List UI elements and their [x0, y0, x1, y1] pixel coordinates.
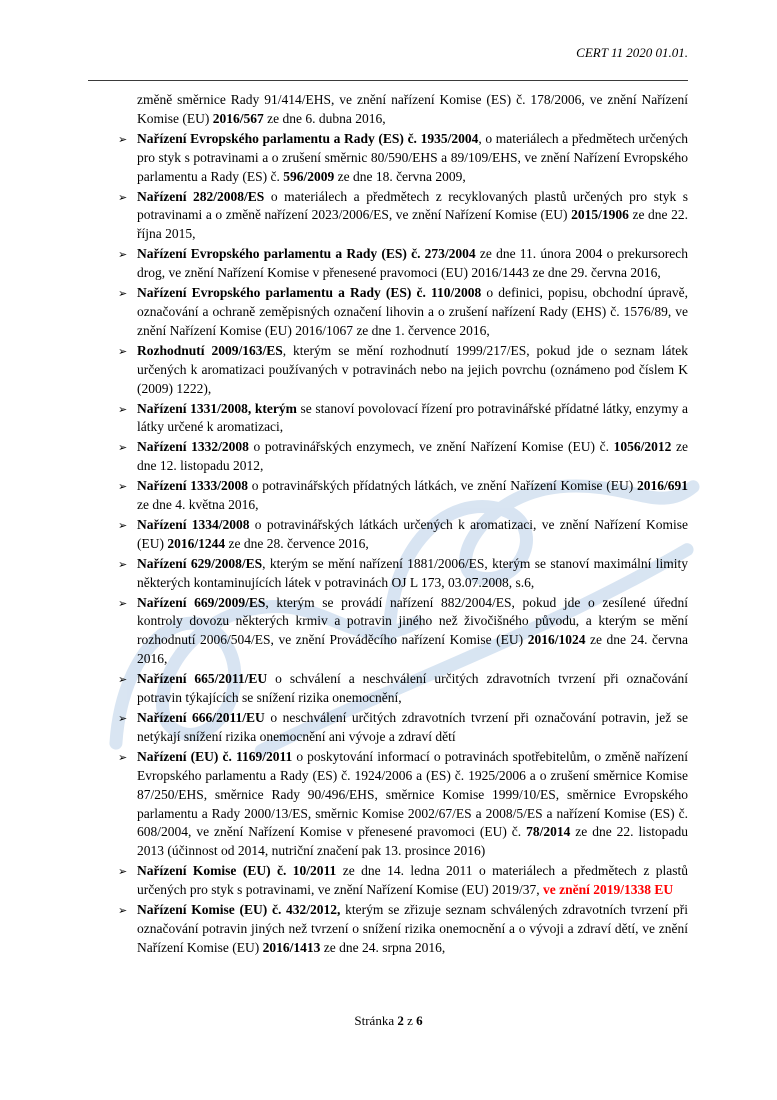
bullet-arrow-icon: ➢: [118, 480, 128, 494]
text-run: ze dne 4. května 2016,: [137, 497, 259, 513]
text-run: , kterým se mění nařízení 1881/2006/ES, kterým se stanoví maximální limity některých kontaminujících látek v potravinách OJ L 173, 03.07.2008, s.6,: [137, 555, 689, 590]
bullet-arrow-icon: ➢: [118, 865, 128, 879]
text-run: se stanoví povolovací řízení pro potravinářské přídatné látky, enzymy a látky určené k aromatizaci,: [137, 400, 688, 435]
text-run: ze dne 28. července 2016,: [225, 535, 369, 551]
text-run: ze dne 24. června 2016,: [137, 632, 688, 667]
regulation-item: [118, 400, 688, 438]
text-run: Rozhodnutí 2009/163/ES: [137, 342, 283, 358]
text-run: ze dne 12. listopadu 2012,: [137, 439, 688, 474]
page-footer: [0, 1013, 777, 1029]
text-run: ze dne 22. listopadu 2013 (účinnost od 2014, nutriční značení pak 13. prosince 2016): [137, 824, 688, 859]
footer-page-label: Stránka: [354, 1013, 395, 1028]
text-run: 2016/1413: [262, 939, 321, 955]
text-run: Nařízení Evropského parlamentu a Rady (ES) č. 1935/2004: [137, 130, 479, 146]
regulation-item: [118, 555, 688, 593]
regulation-item: [118, 748, 688, 861]
text-run: Nařízení Komise (EU) č. 432/2012,: [137, 902, 341, 918]
bullet-arrow-icon: ➢: [118, 596, 128, 610]
bullet-arrow-icon: ➢: [118, 402, 128, 416]
regulation-item: [118, 594, 688, 670]
regulation-text: [137, 131, 688, 184]
text-run: 596/2009: [283, 168, 335, 184]
regulation-item: [118, 284, 688, 341]
bullet-arrow-icon: ➢: [118, 750, 128, 764]
regulation-item: [118, 342, 688, 399]
text-run: 78/2014: [526, 824, 571, 840]
doc-code: CERT 11 2020 01.01.: [576, 45, 688, 60]
bullet-arrow-icon: ➢: [118, 248, 128, 262]
regulation-item: [118, 438, 688, 476]
text-run: Nařízení 669/2009/ES: [137, 594, 266, 610]
text-run: ve znění 2019/1338 EU: [543, 882, 674, 898]
text-run: změně směrnice Rady 91/414/EHS, ve znění nařízení Komise (ES) č. 178/2006, ve znění Nařízení Komise (EU): [137, 92, 688, 126]
text-run: , kterým se provádí nařízení 882/2004/ES, pokud jde o zesílené úřední kontroly dovozu některých krmiv a potravin jiného než živočišného původu, a kterým se mění rozhodnutí 2006/504/ES, ve znění Prováděcího nařízení Komise (EU): [137, 594, 689, 648]
regulation-text: [137, 595, 688, 667]
regulation-text: [137, 343, 688, 396]
regulation-text: [137, 671, 688, 705]
bullet-arrow-icon: ➢: [118, 557, 128, 571]
regulation-text: [137, 556, 688, 590]
text-run: o poskytování informací o potravinách spotřebitelům, o změně nařízení Evropského parlamentu a Rady (ES) č. 1924/2006 a (ES) č. 1925/2006 a o zrušení směrnice Komise 87/250/EHS, směrnice Rady 90/496/EHS, směrnice Komise 1999/10/ES, směrnice Evropského parlamentu a Rady 2000/13/ES, směrnic Komise 2002/67/ES a 2008/5/ES a nařízení Komise (ES) č. 608/2004, ve znění Nařízení Komise v přenesené pravomoci (EU) č.: [137, 748, 688, 840]
regulation-text: [137, 401, 688, 435]
text-run: Nařízení Komise (EU) č. 10/2011: [137, 863, 337, 879]
regulation-item: [118, 245, 688, 283]
text-run: Nařízení 666/2011/EU: [137, 710, 265, 725]
regulation-item: [118, 862, 688, 900]
text-run: Nařízení 282/2008/ES: [137, 188, 265, 204]
regulation-text: [137, 710, 688, 744]
text-run: ze dne 14. ledna 2011 o materiálech a předmětech z plastů určených pro styk s potravinami, ve znění Nařízení Komise (EU) 2019/37,: [137, 863, 688, 898]
bullet-arrow-icon: ➢: [118, 132, 128, 146]
bullet-arrow-icon: ➢: [118, 344, 128, 358]
text-run: o neschválení určitých zdravotních tvrzení při označování potravin, jež se netýkají snížení rizika onemocnění ani vývoje a zdraví dětí: [137, 710, 688, 744]
total-pages: 6: [416, 1013, 423, 1028]
bullet-arrow-icon: ➢: [118, 904, 128, 918]
bullet-arrow-icon: ➢: [118, 190, 128, 204]
text-run: 2016/691: [636, 478, 688, 494]
regulation-text: [137, 189, 688, 242]
regulation-text: [137, 863, 688, 897]
text-run: Nařízení 1333/2008: [137, 478, 249, 494]
text-run: 1056/2012: [613, 439, 672, 455]
regulation-item: [118, 477, 688, 515]
regulation-item: [118, 670, 688, 708]
text-run: Nařízení Evropského parlamentu a Rady (ES) č. 110/2008: [137, 285, 482, 301]
text-run: o potravinářských enzymech, ve znění Nařízení Komise (EU) č.: [248, 439, 614, 455]
regulation-text: [137, 517, 688, 551]
regulation-text: [137, 439, 688, 473]
text-run: o schválení a neschválení určitých zdravotních tvrzení při označování potravin týkajících se snížení rizika onemocnění,: [137, 671, 688, 706]
text-run: ze dne 22. října 2015,: [137, 207, 688, 242]
text-run: kterým se zřizuje seznam schválených zdravotních tvrzení při označování potravin jiných než tvrzení o snížení rizika onemocnění a o vývoji a zdraví dětí, ve znění Nařízení Komise (EU): [137, 902, 688, 955]
text-run: Nařízení 629/2008/ES: [137, 555, 263, 571]
bullet-arrow-icon: ➢: [118, 518, 128, 532]
regulation-text: [137, 902, 688, 955]
regulation-item: [118, 188, 688, 245]
text-run: 2016/1244: [167, 535, 226, 551]
text-run: o potravinářských látkách určených k aromatizaci, ve znění Nařízení Komise (EU): [137, 516, 688, 551]
regulation-text: [137, 285, 688, 338]
regulation-item: [118, 130, 688, 187]
text-run: , kterým se mění rozhodnutí 1999/217/ES, pokud jde o seznam látek určených k aromatizaci používaných v potravinách nebo na jejich povrchu (oznámeno pod číslem K (2009) 1222),: [137, 342, 688, 396]
text-run: ze dne 11. února 2004 o prekursorech drog, ve znění Nařízení Komise v přenesené pravomoci (EU) 2016/1443 ze dne 29. června 2016,: [137, 246, 688, 281]
text-run: Nařízení 1332/2008: [137, 439, 249, 455]
text-run: 2015/1906: [571, 207, 629, 223]
regulation-text: [137, 749, 688, 859]
text-run: , o materiálech a předmětech určených pro styk s potravinami a o zrušení směrnic 80/590/EHS a 89/109/EHS, ve znění Nařízení Evropského parlamentu a Rady (ES) č.: [137, 130, 689, 184]
regulation-item: [118, 709, 688, 747]
page-number: 2: [397, 1013, 404, 1028]
text-run: ze dne 18. června 2009,: [334, 168, 466, 184]
text-run: Nařízení Evropského parlamentu a Rady (ES) č. 273/2004: [137, 246, 476, 262]
regulation-text: [137, 246, 688, 280]
continued-paragraph: [137, 91, 688, 129]
bullet-arrow-icon: ➢: [118, 287, 128, 301]
bullet-arrow-icon: ➢: [118, 441, 128, 455]
text-run: ze dne 6. dubna 2016,: [263, 110, 386, 126]
regulation-text: [137, 478, 688, 512]
text-run: o potravinářských přídatných látkách, ve znění Nařízení Komise (EU): [248, 478, 637, 494]
text-run: 2016/567: [212, 110, 264, 126]
text-run: ze dne 24. srpna 2016,: [320, 939, 446, 955]
bullet-arrow-icon: ➢: [118, 673, 128, 687]
text-run: Nařízení 665/2011/EU: [137, 671, 268, 687]
footer-of-label: z: [407, 1013, 413, 1028]
regulation-item: [118, 516, 688, 554]
text-run: o definici, popisu, obchodní úpravě, označování a ochraně zeměpisných označení lihovin a o zrušení nařízení Rady (EHS) č. 1576/89, ve znění Nařízení Komise (EU) 2016/1067 ze dne 1. července 2016,: [137, 285, 688, 338]
text-run: o materiálech a předmětech z recyklovaných plastů určených pro styk s potravinami a o změně nařízení 2023/2006/ES, ve znění Nařízení Komise (EU): [137, 188, 689, 223]
regulation-list: [118, 91, 688, 959]
text-run: Nařízení (EU) č. 1169/2011: [137, 748, 293, 764]
text-run: Nařízení 1331/2008, kterým: [137, 400, 297, 416]
text-run: 2016/1024: [527, 632, 586, 648]
regulation-item: [118, 901, 688, 958]
header-rule: [88, 80, 688, 81]
text-run: Nařízení 1334/2008: [137, 516, 250, 532]
bullet-arrow-icon: ➢: [118, 712, 128, 725]
